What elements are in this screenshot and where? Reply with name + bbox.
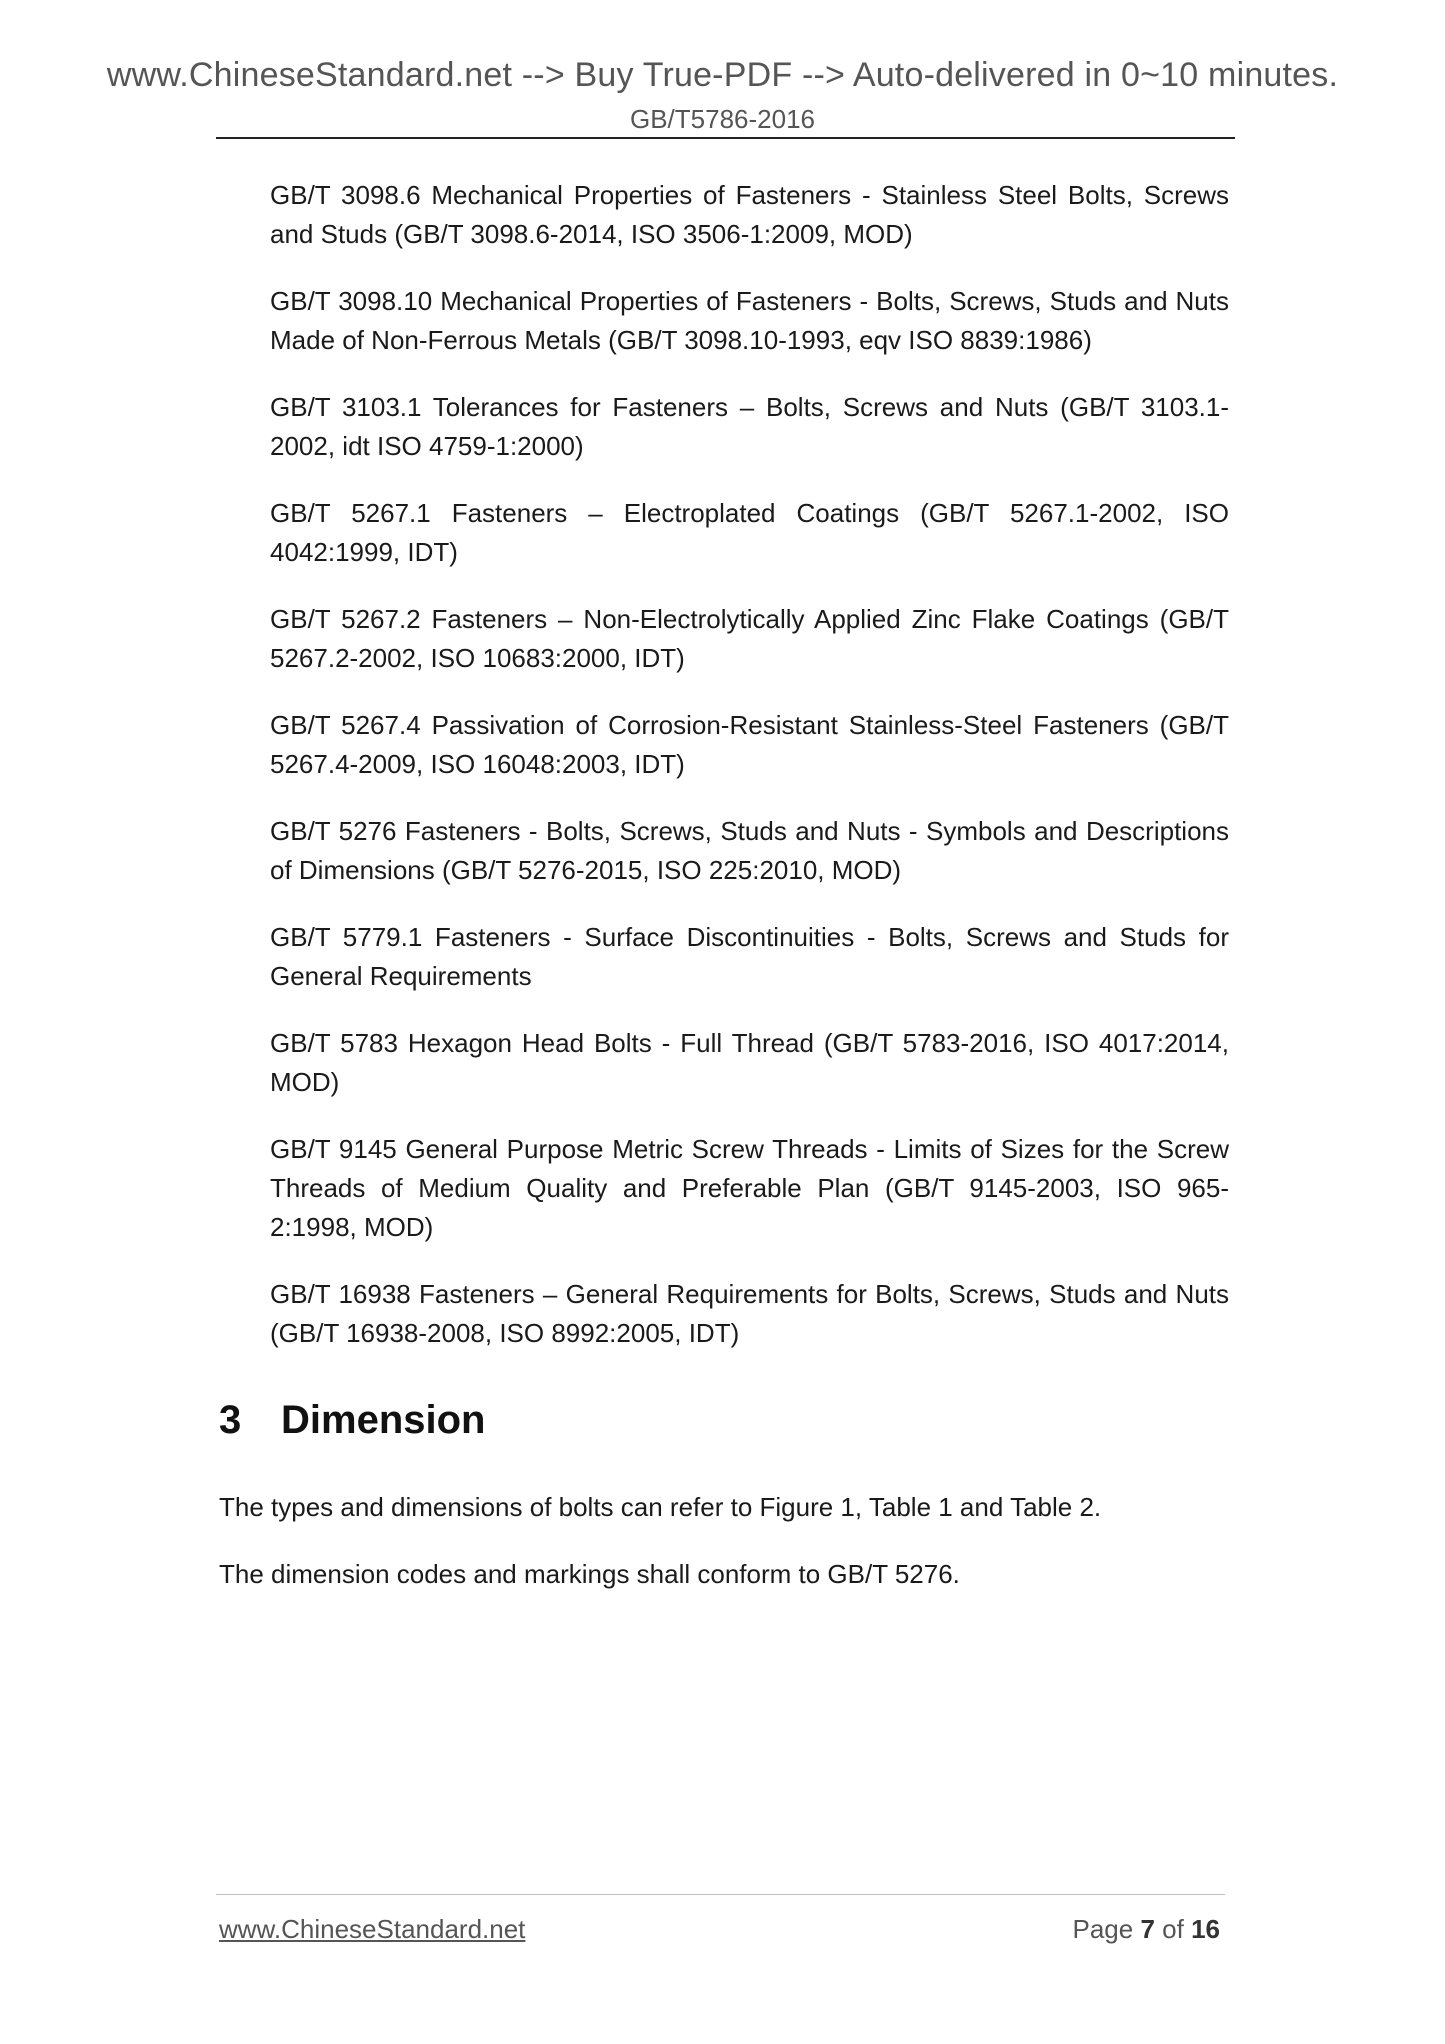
- section-paragraph: The types and dimensions of bolts can refer to Figure 1, Table 1 and Table 2.: [219, 1492, 1102, 1522]
- reference-item: GB/T 3098.6 Mechanical Properties of Fasteners - Stainless Steel Bolts, Screws and Studs (GB/T 3098.6-2014, ISO 3506-1:2009, MOD): [270, 180, 1229, 249]
- reference-item: GB/T 9145 General Purpose Metric Screw Threads - Limits of Sizes for the Screw Threads of Medium Quality and Preferable Plan (GB/T 9145-2003, ISO 965-2:1998, MOD): [270, 1134, 1229, 1242]
- section-paragraph: The dimension codes and markings shall conform to GB/T 5276.: [219, 1559, 960, 1589]
- footer-divider: [216, 1894, 1225, 1895]
- reference-item: GB/T 16938 Fasteners – General Requirements for Bolts, Screws, Studs and Nuts (GB/T 16938-2008, ISO 8992:2005, IDT): [270, 1279, 1229, 1348]
- section-heading: [219, 1398, 485, 1443]
- page-prefix: Page: [1072, 1914, 1134, 1944]
- reference-item: GB/T 5267.2 Fasteners – Non-Electrolytically Applied Zinc Flake Coatings (GB/T 5267.2-2002, ISO 10683:2000, IDT): [270, 604, 1229, 673]
- header-divider: [216, 137, 1235, 139]
- page-current: 7: [1140, 1914, 1155, 1944]
- normative-references-list: [270, 176, 1229, 1381]
- reference-item: GB/T 5783 Hexagon Head Bolts - Full Thread (GB/T 5783-2016, ISO 4017:2014, MOD): [270, 1028, 1229, 1097]
- reference-item: GB/T 3103.1 Tolerances for Fasteners – Bolts, Screws and Nuts (GB/T 3103.1-2002, idt ISO 4759-1:2000): [270, 392, 1229, 461]
- section-title: Dimension: [281, 1398, 486, 1442]
- header-banner: www.ChineseStandard.net --> Buy True-PDF --> Auto-delivered in 0~10 minutes.: [106, 56, 1339, 94]
- reference-item: GB/T 5267.4 Passivation of Corrosion-Resistant Stainless-Steel Fasteners (GB/T 5267.4-2009, ISO 16048:2003, IDT): [270, 710, 1229, 779]
- page-total: 16: [1191, 1914, 1220, 1944]
- reference-item: GB/T 5267.1 Fasteners – Electroplated Coatings (GB/T 5267.1-2002, ISO 4042:1999, IDT): [270, 498, 1229, 567]
- footer-site-link[interactable]: www.ChineseStandard.net: [219, 1914, 526, 1944]
- section-number: 3: [219, 1398, 242, 1442]
- reference-item: GB/T 3098.10 Mechanical Properties of Fasteners - Bolts, Screws, Studs and Nuts Made of Non-Ferrous Metals (GB/T 3098.10-1993, eqv ISO 8839:1986): [270, 286, 1229, 355]
- page-of: of: [1162, 1914, 1184, 1944]
- reference-item: GB/T 5276 Fasteners - Bolts, Screws, Studs and Nuts - Symbols and Descriptions of Dimensions (GB/T 5276-2015, ISO 225:2010, MOD): [270, 816, 1229, 885]
- document-id: GB/T5786-2016: [629, 104, 815, 134]
- reference-item: GB/T 5779.1 Fasteners - Surface Discontinuities - Bolts, Screws and Studs for General Requirements: [270, 922, 1229, 991]
- page-indicator: [1072, 1914, 1220, 1945]
